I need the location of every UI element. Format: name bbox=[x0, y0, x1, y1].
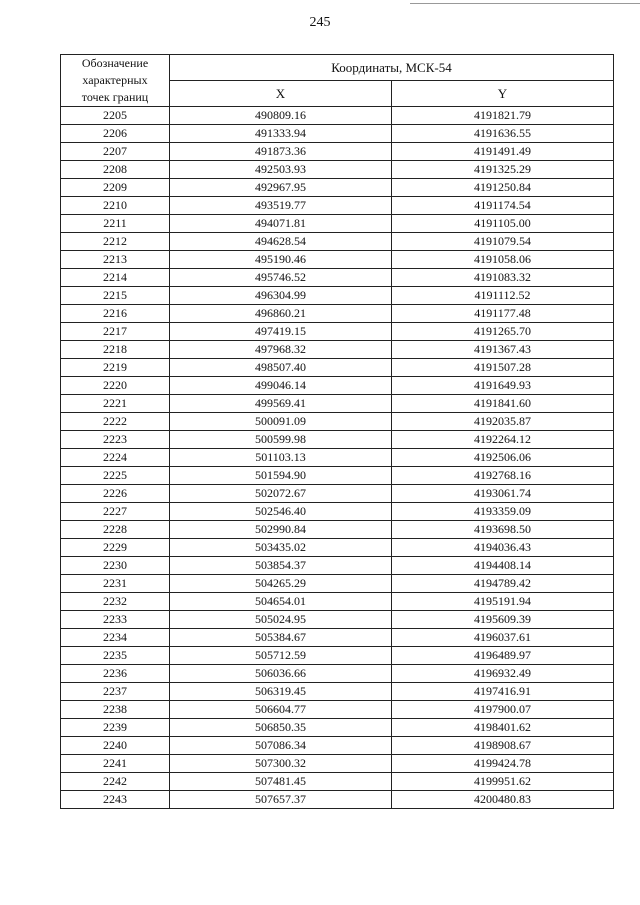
y-coordinate-cell: 4193061.74 bbox=[392, 485, 614, 503]
point-id-cell: 2241 bbox=[61, 755, 170, 773]
y-coordinate-cell: 4198908.67 bbox=[392, 737, 614, 755]
point-id-cell: 2236 bbox=[61, 665, 170, 683]
y-coordinate-cell: 4192768.16 bbox=[392, 467, 614, 485]
point-id-cell: 2224 bbox=[61, 449, 170, 467]
table-row bbox=[61, 647, 614, 665]
x-coordinate-cell: 499569.41 bbox=[170, 395, 392, 413]
table-row bbox=[61, 719, 614, 737]
coordinates-group-header: Координаты, МСК-54 bbox=[170, 55, 614, 81]
x-coordinate-cell: 491333.94 bbox=[170, 125, 392, 143]
table-row bbox=[61, 629, 614, 647]
y-coordinate-cell: 4200480.83 bbox=[392, 791, 614, 809]
x-coordinate-cell: 502546.40 bbox=[170, 503, 392, 521]
point-id-cell: 2206 bbox=[61, 125, 170, 143]
x-coordinate-cell: 503435.02 bbox=[170, 539, 392, 557]
point-id-cell: 2220 bbox=[61, 377, 170, 395]
y-coordinate-cell: 4191174.54 bbox=[392, 197, 614, 215]
table-row bbox=[61, 107, 614, 125]
x-coordinate-cell: 496304.99 bbox=[170, 287, 392, 305]
point-id-cell: 2232 bbox=[61, 593, 170, 611]
y-coordinate-cell: 4199951.62 bbox=[392, 773, 614, 791]
y-coordinate-cell: 4191367.43 bbox=[392, 341, 614, 359]
point-id-cell: 2229 bbox=[61, 539, 170, 557]
table-row bbox=[61, 125, 614, 143]
point-id-cell: 2215 bbox=[61, 287, 170, 305]
x-coordinate-cell: 506036.66 bbox=[170, 665, 392, 683]
y-coordinate-cell: 4191636.55 bbox=[392, 125, 614, 143]
table-row bbox=[61, 521, 614, 539]
table-row bbox=[61, 287, 614, 305]
table-row bbox=[61, 611, 614, 629]
x-coordinate-cell: 506850.35 bbox=[170, 719, 392, 737]
y-coordinate-cell: 4192506.06 bbox=[392, 449, 614, 467]
x-coordinate-cell: 505712.59 bbox=[170, 647, 392, 665]
point-id-cell: 2208 bbox=[61, 161, 170, 179]
y-coordinate-cell: 4192035.87 bbox=[392, 413, 614, 431]
point-id-cell: 2228 bbox=[61, 521, 170, 539]
y-coordinate-cell: 4191649.93 bbox=[392, 377, 614, 395]
x-coordinate-cell: 507300.32 bbox=[170, 755, 392, 773]
x-coordinate-cell: 506319.45 bbox=[170, 683, 392, 701]
point-id-cell: 2223 bbox=[61, 431, 170, 449]
x-coordinate-cell: 507086.34 bbox=[170, 737, 392, 755]
x-coordinate-cell: 505384.67 bbox=[170, 629, 392, 647]
top-rule bbox=[410, 3, 640, 4]
table-row bbox=[61, 269, 614, 287]
point-id-cell: 2216 bbox=[61, 305, 170, 323]
table-row bbox=[61, 791, 614, 809]
x-coordinate-cell: 493519.77 bbox=[170, 197, 392, 215]
y-coordinate-cell: 4191083.32 bbox=[392, 269, 614, 287]
point-id-cell: 2238 bbox=[61, 701, 170, 719]
y-coordinate-cell: 4191491.49 bbox=[392, 143, 614, 161]
x-coordinate-cell: 507657.37 bbox=[170, 791, 392, 809]
table-row bbox=[61, 251, 614, 269]
point-id-cell: 2243 bbox=[61, 791, 170, 809]
y-coordinate-cell: 4194789.42 bbox=[392, 575, 614, 593]
y-coordinate-cell: 4191105.00 bbox=[392, 215, 614, 233]
y-coordinate-cell: 4199424.78 bbox=[392, 755, 614, 773]
point-id-cell: 2205 bbox=[61, 107, 170, 125]
y-coordinate-cell: 4191058.06 bbox=[392, 251, 614, 269]
y-coordinate-cell: 4193698.50 bbox=[392, 521, 614, 539]
table-row bbox=[61, 179, 614, 197]
point-id-cell: 2221 bbox=[61, 395, 170, 413]
y-coordinate-cell: 4194408.14 bbox=[392, 557, 614, 575]
designation-header-line: характерных bbox=[82, 73, 148, 87]
y-coordinate-cell: 4191112.52 bbox=[392, 287, 614, 305]
x-coordinate-cell: 502990.84 bbox=[170, 521, 392, 539]
table-row bbox=[61, 557, 614, 575]
x-coordinate-cell: 497968.32 bbox=[170, 341, 392, 359]
x-coordinate-cell: 500599.98 bbox=[170, 431, 392, 449]
y-coordinate-cell: 4196037.61 bbox=[392, 629, 614, 647]
table-row bbox=[61, 503, 614, 521]
point-id-cell: 2226 bbox=[61, 485, 170, 503]
x-coordinate-cell: 501594.90 bbox=[170, 467, 392, 485]
table-row bbox=[61, 395, 614, 413]
table-row bbox=[61, 737, 614, 755]
point-id-cell: 2212 bbox=[61, 233, 170, 251]
table-row bbox=[61, 323, 614, 341]
table-body bbox=[61, 107, 614, 809]
y-coordinate-cell: 4197900.07 bbox=[392, 701, 614, 719]
designation-header-line: точек границ bbox=[81, 90, 149, 104]
x-coordinate-cell: 501103.13 bbox=[170, 449, 392, 467]
table-row bbox=[61, 539, 614, 557]
point-id-cell: 2233 bbox=[61, 611, 170, 629]
point-id-cell: 2242 bbox=[61, 773, 170, 791]
x-column-header: X bbox=[170, 81, 392, 107]
table-row bbox=[61, 701, 614, 719]
point-id-cell: 2213 bbox=[61, 251, 170, 269]
table-row bbox=[61, 359, 614, 377]
x-coordinate-cell: 505024.95 bbox=[170, 611, 392, 629]
y-coordinate-cell: 4195191.94 bbox=[392, 593, 614, 611]
table-row bbox=[61, 485, 614, 503]
x-coordinate-cell: 494071.81 bbox=[170, 215, 392, 233]
table-row bbox=[61, 305, 614, 323]
point-id-cell: 2240 bbox=[61, 737, 170, 755]
y-column-header: Y bbox=[392, 81, 614, 107]
point-id-cell: 2219 bbox=[61, 359, 170, 377]
y-coordinate-cell: 4193359.09 bbox=[392, 503, 614, 521]
x-coordinate-cell: 494628.54 bbox=[170, 233, 392, 251]
point-id-cell: 2239 bbox=[61, 719, 170, 737]
table-row bbox=[61, 467, 614, 485]
coordinates-table bbox=[60, 54, 614, 809]
x-coordinate-cell: 496860.21 bbox=[170, 305, 392, 323]
point-id-cell: 2207 bbox=[61, 143, 170, 161]
point-id-cell: 2234 bbox=[61, 629, 170, 647]
x-coordinate-cell: 502072.67 bbox=[170, 485, 392, 503]
y-coordinate-cell: 4196489.97 bbox=[392, 647, 614, 665]
point-id-cell: 2222 bbox=[61, 413, 170, 431]
x-coordinate-cell: 504654.01 bbox=[170, 593, 392, 611]
table-row bbox=[61, 449, 614, 467]
table-row bbox=[61, 143, 614, 161]
point-id-cell: 2209 bbox=[61, 179, 170, 197]
x-coordinate-cell: 495190.46 bbox=[170, 251, 392, 269]
y-coordinate-cell: 4191507.28 bbox=[392, 359, 614, 377]
y-coordinate-cell: 4191250.84 bbox=[392, 179, 614, 197]
designation-header-line: Обозначение bbox=[81, 56, 149, 70]
y-coordinate-cell: 4191325.29 bbox=[392, 161, 614, 179]
table-row bbox=[61, 161, 614, 179]
x-coordinate-cell: 495746.52 bbox=[170, 269, 392, 287]
y-coordinate-cell: 4198401.62 bbox=[392, 719, 614, 737]
table-row bbox=[61, 593, 614, 611]
table-row bbox=[61, 773, 614, 791]
point-id-cell: 2230 bbox=[61, 557, 170, 575]
y-coordinate-cell: 4192264.12 bbox=[392, 431, 614, 449]
point-id-cell: 2211 bbox=[61, 215, 170, 233]
x-coordinate-cell: 492967.95 bbox=[170, 179, 392, 197]
table-row bbox=[61, 341, 614, 359]
x-coordinate-cell: 506604.77 bbox=[170, 701, 392, 719]
y-coordinate-cell: 4195609.39 bbox=[392, 611, 614, 629]
y-coordinate-cell: 4197416.91 bbox=[392, 683, 614, 701]
table-row bbox=[61, 575, 614, 593]
page-number: 245 bbox=[309, 15, 331, 30]
table-row bbox=[61, 683, 614, 701]
y-coordinate-cell: 4191079.54 bbox=[392, 233, 614, 251]
point-id-cell: 2227 bbox=[61, 503, 170, 521]
table-row bbox=[61, 377, 614, 395]
table-header bbox=[61, 55, 614, 107]
table-row bbox=[61, 197, 614, 215]
designation-header bbox=[61, 55, 170, 107]
point-id-cell: 2217 bbox=[61, 323, 170, 341]
y-coordinate-cell: 4191265.70 bbox=[392, 323, 614, 341]
x-coordinate-cell: 507481.45 bbox=[170, 773, 392, 791]
point-id-cell: 2225 bbox=[61, 467, 170, 485]
table-row bbox=[61, 665, 614, 683]
table-row bbox=[61, 431, 614, 449]
y-coordinate-cell: 4191821.79 bbox=[392, 107, 614, 125]
x-coordinate-cell: 497419.15 bbox=[170, 323, 392, 341]
point-id-cell: 2218 bbox=[61, 341, 170, 359]
y-coordinate-cell: 4194036.43 bbox=[392, 539, 614, 557]
table-row bbox=[61, 755, 614, 773]
table-row bbox=[61, 233, 614, 251]
point-id-cell: 2235 bbox=[61, 647, 170, 665]
x-coordinate-cell: 498507.40 bbox=[170, 359, 392, 377]
x-coordinate-cell: 503854.37 bbox=[170, 557, 392, 575]
point-id-cell: 2210 bbox=[61, 197, 170, 215]
y-coordinate-cell: 4191177.48 bbox=[392, 305, 614, 323]
x-coordinate-cell: 492503.93 bbox=[170, 161, 392, 179]
point-id-cell: 2214 bbox=[61, 269, 170, 287]
table-row bbox=[61, 413, 614, 431]
point-id-cell: 2237 bbox=[61, 683, 170, 701]
point-id-cell: 2231 bbox=[61, 575, 170, 593]
x-coordinate-cell: 504265.29 bbox=[170, 575, 392, 593]
table-row bbox=[61, 215, 614, 233]
x-coordinate-cell: 491873.36 bbox=[170, 143, 392, 161]
y-coordinate-cell: 4191841.60 bbox=[392, 395, 614, 413]
y-coordinate-cell: 4196932.49 bbox=[392, 665, 614, 683]
x-coordinate-cell: 499046.14 bbox=[170, 377, 392, 395]
x-coordinate-cell: 490809.16 bbox=[170, 107, 392, 125]
x-coordinate-cell: 500091.09 bbox=[170, 413, 392, 431]
